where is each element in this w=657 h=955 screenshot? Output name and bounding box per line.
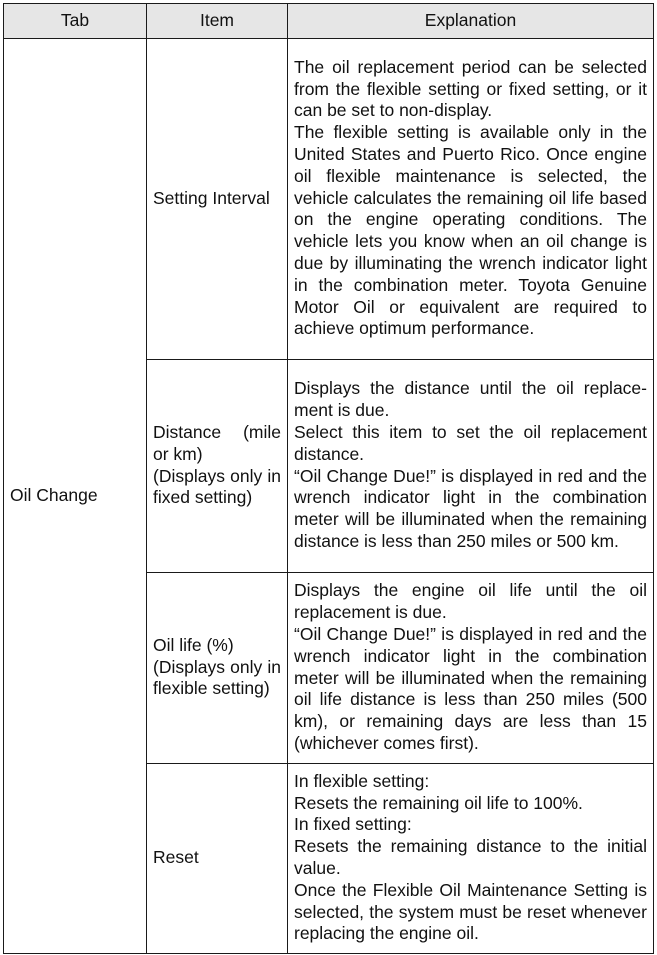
explanation-text: The oil replacement period can be selected from the flexible setting or fixed setting, or it can be set to non-display.: [294, 56, 647, 121]
explanation-text: Select this item to set the oil replacement distance.: [294, 421, 647, 464]
item-cell: [147, 764, 288, 954]
settings-table: [3, 3, 654, 954]
item-cell: [147, 39, 288, 360]
explanation-text: “Oil Change Due!” is displayed in red and the wrench indicator light in the combination meter will be illuminated when the remaining distance is less than 250 miles or 500 km.: [294, 465, 647, 551]
item-text: Distance (mile or km): [153, 421, 281, 464]
explanation-cell: [288, 360, 654, 573]
explanation-text: In fixed setting:: [294, 814, 412, 835]
explanation-text: “Oil Change Due!” is displayed in red and the wrench indicator light in the combination meter will be illuminated when the remaining oil life distance is less than 250 miles (500 km), or remaining days are less than 15 (whichever comes first).: [294, 623, 647, 753]
explanation-cell: [288, 39, 654, 360]
header-tab: Tab: [4, 4, 147, 39]
explanation-cell: [288, 573, 654, 764]
item-text: Reset: [153, 847, 199, 868]
explanation-text: Displays the engine oil life until the oil replacement is due.: [294, 580, 647, 623]
header-item: Item: [147, 4, 288, 39]
explanation-text: In flexible setting:: [294, 770, 430, 791]
table-row: [4, 39, 654, 360]
item-cell: [147, 573, 288, 764]
item-text: (Displays only in fixed setting): [153, 465, 281, 508]
item-text: Oil life (%): [153, 634, 234, 655]
explanation-text: Displays the distance until the oil replacement is due.: [294, 378, 647, 421]
tab-cell: [4, 39, 147, 954]
header-explanation: Explanation: [288, 4, 654, 39]
item-text: Setting Interval: [153, 187, 270, 208]
explanation-cell: [288, 764, 654, 954]
explanation-text: The flexible setting is available only in the United States and Puerto Rico. Once engine oil flexible maintenance is selected, the vehicle calculates the remaining oil life based on the engine operating conditions. The vehicle lets you know when an oil change is due by illuminating the wrench indicator light in the combination meter. Toyota Genuine Motor Oil or equivalent are required to achieve optimum performance.: [294, 122, 647, 339]
explanation-text: Resets the remaining distance to the initial value.: [294, 836, 647, 878]
explanation-text: Once the Flexible Oil Maintenance Setting is selected, the system must be reset whenever replacing the engine oil.: [294, 879, 647, 944]
explanation-text: Resets the remaining oil life to 100%.: [294, 792, 583, 813]
item-text: (Displays only in flexible setting): [153, 656, 281, 699]
header-row: [4, 4, 654, 39]
tab-label: Oil Change: [10, 484, 98, 505]
item-cell: [147, 360, 288, 573]
